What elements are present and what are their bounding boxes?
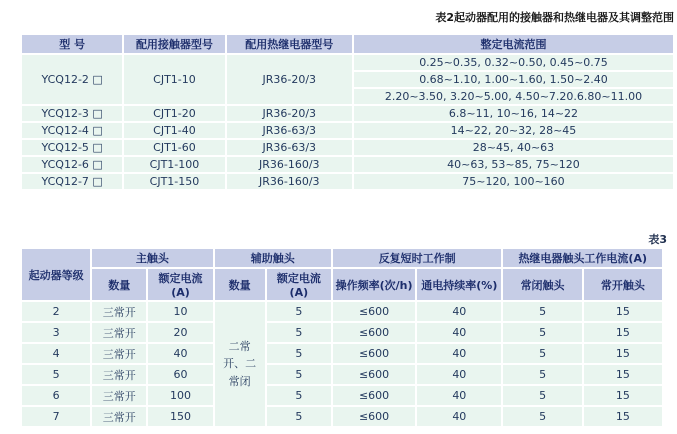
model-cell: YCQ12-3 □ bbox=[22, 106, 122, 121]
column-header-starter-grade: 起动器等级 bbox=[22, 249, 90, 300]
aux-current-cell: 5 bbox=[267, 386, 331, 405]
table-row bbox=[22, 140, 673, 155]
group-header-main-contacts: 主触头 bbox=[92, 249, 212, 267]
duty-ratio-cell: 40 bbox=[417, 344, 501, 363]
main-qty-cell: 三常开 bbox=[92, 365, 146, 384]
no-current-cell: 15 bbox=[584, 302, 662, 321]
group-header-aux-contacts: 辅助触头 bbox=[215, 249, 331, 267]
frequency-cell: ≤600 bbox=[333, 407, 415, 426]
aux-current-cell: 5 bbox=[267, 344, 331, 363]
column-header-nc-contact: 常闭触头 bbox=[503, 269, 581, 300]
duty-ratio-cell: 40 bbox=[417, 365, 501, 384]
frequency-cell: ≤600 bbox=[333, 344, 415, 363]
column-header-operation-frequency: 操作频率(次/h) bbox=[333, 269, 415, 300]
group-header-relay-contact-current: 热继电器触头工作电流(A) bbox=[503, 249, 662, 267]
main-qty-cell: 三常开 bbox=[92, 302, 146, 321]
duty-ratio-cell: 40 bbox=[417, 386, 501, 405]
column-header-aux-qty: 数量 bbox=[215, 269, 265, 300]
column-header-main-rated-current: 额定电流(A) bbox=[148, 269, 212, 300]
table3-group-header-row bbox=[22, 249, 662, 267]
no-current-cell: 15 bbox=[584, 386, 662, 405]
range-cell: 75~120, 100~160 bbox=[354, 174, 673, 189]
frequency-cell: ≤600 bbox=[333, 386, 415, 405]
table-row bbox=[22, 344, 662, 363]
frequency-cell: ≤600 bbox=[333, 323, 415, 342]
grade-cell: 7 bbox=[22, 407, 90, 426]
model-cell: YCQ12-2 □ bbox=[22, 55, 122, 104]
range-cell: 28~45, 40~63 bbox=[354, 140, 673, 155]
contactor-cell: CJT1-10 bbox=[124, 55, 224, 104]
main-current-cell: 10 bbox=[148, 302, 212, 321]
range-cell: 40~63, 53~85, 75~120 bbox=[354, 157, 673, 172]
contactor-cell: CJT1-100 bbox=[124, 157, 224, 172]
main-qty-cell: 三常开 bbox=[92, 407, 146, 426]
relay-cell: JR36-63/3 bbox=[227, 123, 352, 138]
table-row bbox=[22, 323, 662, 342]
column-header-setting-current-range: 整定电流范围 bbox=[354, 35, 673, 53]
range-cell: 6.8~11, 10~16, 14~22 bbox=[354, 106, 673, 121]
table-row bbox=[22, 174, 673, 189]
document-title: 表2起动器配用的接触器和热继电器及其调整范围 bbox=[435, 11, 674, 24]
contactor-cell: CJT1-150 bbox=[124, 174, 224, 189]
table-row bbox=[22, 365, 662, 384]
grade-cell: 2 bbox=[22, 302, 90, 321]
relay-cell: JR36-160/3 bbox=[227, 174, 352, 189]
aux-qty-merged-cell: 二常开、二常闭 bbox=[215, 302, 265, 426]
grade-cell: 5 bbox=[22, 365, 90, 384]
range-cell: 0.25~0.35, 0.32~0.50, 0.45~0.75 bbox=[354, 55, 673, 70]
no-current-cell: 15 bbox=[584, 407, 662, 426]
relay-cell: JR36-63/3 bbox=[227, 140, 352, 155]
aux-current-cell: 5 bbox=[267, 302, 331, 321]
starter-grade-contacts-table bbox=[20, 247, 664, 428]
main-current-cell: 150 bbox=[148, 407, 212, 426]
column-header-main-qty: 数量 bbox=[92, 269, 146, 300]
column-header-duty-ratio: 通电持续率(%) bbox=[417, 269, 501, 300]
grade-cell: 3 bbox=[22, 323, 90, 342]
frequency-cell: ≤600 bbox=[333, 302, 415, 321]
column-header-contactor-model: 配用接触器型号 bbox=[124, 35, 224, 53]
nc-current-cell: 5 bbox=[503, 344, 581, 363]
contactor-cell: CJT1-40 bbox=[124, 123, 224, 138]
no-current-cell: 15 bbox=[584, 344, 662, 363]
main-current-cell: 40 bbox=[148, 344, 212, 363]
grade-cell: 4 bbox=[22, 344, 90, 363]
main-current-cell: 20 bbox=[148, 323, 212, 342]
column-header-relay-model: 配用热继电器型号 bbox=[227, 35, 352, 53]
table3-sub-header-row bbox=[22, 269, 662, 300]
no-current-cell: 15 bbox=[584, 323, 662, 342]
main-current-cell: 60 bbox=[148, 365, 212, 384]
aux-current-cell: 5 bbox=[267, 407, 331, 426]
duty-ratio-cell: 40 bbox=[417, 323, 501, 342]
table-row bbox=[22, 123, 673, 138]
nc-current-cell: 5 bbox=[503, 407, 581, 426]
main-qty-cell: 三常开 bbox=[92, 344, 146, 363]
column-header-aux-rated-current: 额定电流(A) bbox=[267, 269, 331, 300]
main-qty-cell: 三常开 bbox=[92, 323, 146, 342]
column-header-model: 型 号 bbox=[22, 35, 122, 53]
nc-current-cell: 5 bbox=[503, 302, 581, 321]
duty-ratio-cell: 40 bbox=[417, 302, 501, 321]
relay-cell: JR36-20/3 bbox=[227, 55, 352, 104]
frequency-cell: ≤600 bbox=[333, 365, 415, 384]
starter-contactor-relay-table bbox=[20, 33, 675, 191]
column-header-no-contact: 常开触头 bbox=[584, 269, 662, 300]
aux-current-cell: 5 bbox=[267, 323, 331, 342]
main-current-cell: 100 bbox=[148, 386, 212, 405]
table-row bbox=[22, 157, 673, 172]
table-row bbox=[22, 106, 673, 121]
table-row bbox=[22, 386, 662, 405]
range-cell: 2.20~3.50, 3.20~5.00, 4.50~7.20.6.80~11.00 bbox=[354, 89, 673, 104]
model-cell: YCQ12-4 □ bbox=[22, 123, 122, 138]
contactor-cell: CJT1-20 bbox=[124, 106, 224, 121]
table-row bbox=[22, 55, 673, 70]
contactor-cell: CJT1-60 bbox=[124, 140, 224, 155]
nc-current-cell: 5 bbox=[503, 323, 581, 342]
nc-current-cell: 5 bbox=[503, 365, 581, 384]
relay-cell: JR36-160/3 bbox=[227, 157, 352, 172]
table-row bbox=[22, 302, 662, 321]
relay-cell: JR36-20/3 bbox=[227, 106, 352, 121]
table2-header-row bbox=[22, 35, 673, 53]
model-cell: YCQ12-7 □ bbox=[22, 174, 122, 189]
table3-label: 表3 bbox=[648, 233, 667, 246]
no-current-cell: 15 bbox=[584, 365, 662, 384]
nc-current-cell: 5 bbox=[503, 386, 581, 405]
aux-current-cell: 5 bbox=[267, 365, 331, 384]
model-cell: YCQ12-6 □ bbox=[22, 157, 122, 172]
grade-cell: 6 bbox=[22, 386, 90, 405]
table-row bbox=[22, 407, 662, 426]
duty-ratio-cell: 40 bbox=[417, 407, 501, 426]
range-cell: 14~22, 20~32, 28~45 bbox=[354, 123, 673, 138]
range-cell: 0.68~1.10, 1.00~1.60, 1.50~2.40 bbox=[354, 72, 673, 87]
group-header-intermittent-duty: 反复短时工作制 bbox=[333, 249, 502, 267]
main-qty-cell: 三常开 bbox=[92, 386, 146, 405]
model-cell: YCQ12-5 □ bbox=[22, 140, 122, 155]
